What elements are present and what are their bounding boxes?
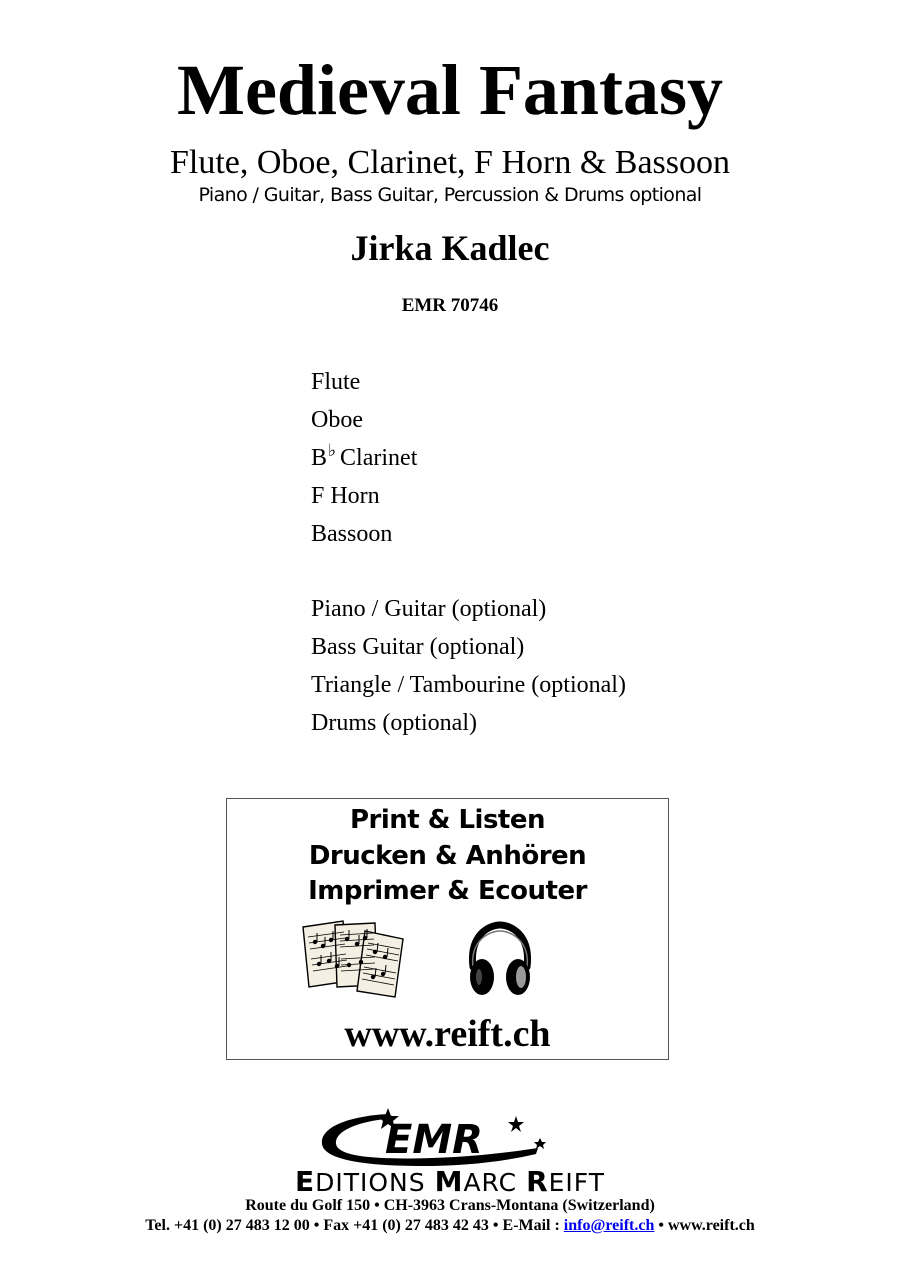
optional-part-item: Drums (optional): [311, 710, 477, 736]
flat-symbol: ♭: [328, 441, 337, 460]
publisher-contact: [0, 1216, 900, 1236]
part-item: Oboe: [311, 407, 363, 433]
contact-website: • www.reift.ch: [654, 1217, 755, 1234]
publisher-name-part: EIFT: [548, 1168, 606, 1197]
headphones-icon: [465, 921, 535, 999]
publisher-name-part: DITIONS: [315, 1168, 435, 1197]
flat-key-letter: B: [311, 445, 328, 471]
optional-part-item: Piano / Guitar (optional): [311, 596, 547, 622]
promo-line-french: Imprimer & Ecouter: [308, 876, 587, 906]
publisher-name-part: ARC: [463, 1168, 527, 1197]
part-item: [311, 439, 831, 477]
part-item: Flute: [311, 369, 361, 395]
catalog-number: EMR 70746: [401, 295, 499, 316]
part-item: Bassoon: [311, 521, 393, 547]
optional-part-item: Bass Guitar (optional): [311, 634, 525, 660]
publisher-address: Route du Golf 150 • CH-3963 Crans-Montana (Switzerland): [245, 1197, 655, 1214]
publisher-name-part: R: [526, 1165, 549, 1198]
optional-part-item: Triangle / Tambourine (optional): [311, 672, 626, 698]
print-listen-box: [226, 798, 669, 1060]
publisher-name-part: E: [294, 1165, 316, 1198]
part-item: F Horn: [311, 483, 380, 509]
parts-list: [311, 363, 831, 742]
publisher-name-part: M: [434, 1165, 464, 1198]
composer-name: Jirka Kadlec: [350, 228, 550, 268]
emr-logo-text: EMR: [385, 1117, 483, 1163]
score-title: Medieval Fantasy: [177, 50, 723, 130]
optional-instrumentation: Piano / Guitar, Bass Guitar, Percussion & Drums optional: [198, 184, 702, 206]
instrumentation: Flute, Oboe, Clarinet, F Horn & Bassoon: [169, 144, 731, 181]
promo-website[interactable]: www.reift.ch: [344, 1013, 551, 1055]
part-item-label: Clarinet: [340, 445, 418, 471]
emr-logo-icon: [312, 1108, 548, 1168]
promo-line-german: Drucken & Anhören: [308, 841, 587, 871]
publisher-name: [0, 1165, 900, 1198]
sheet-music-icon: [299, 919, 411, 999]
email-link[interactable]: info@reift.ch: [563, 1217, 655, 1234]
contact-phone-fax: Tel. +41 (0) 27 483 12 00 • Fax +41 (0) 27 483 42 43 • E-Mail :: [145, 1217, 564, 1234]
promo-line-english: Print & Listen: [349, 805, 546, 835]
